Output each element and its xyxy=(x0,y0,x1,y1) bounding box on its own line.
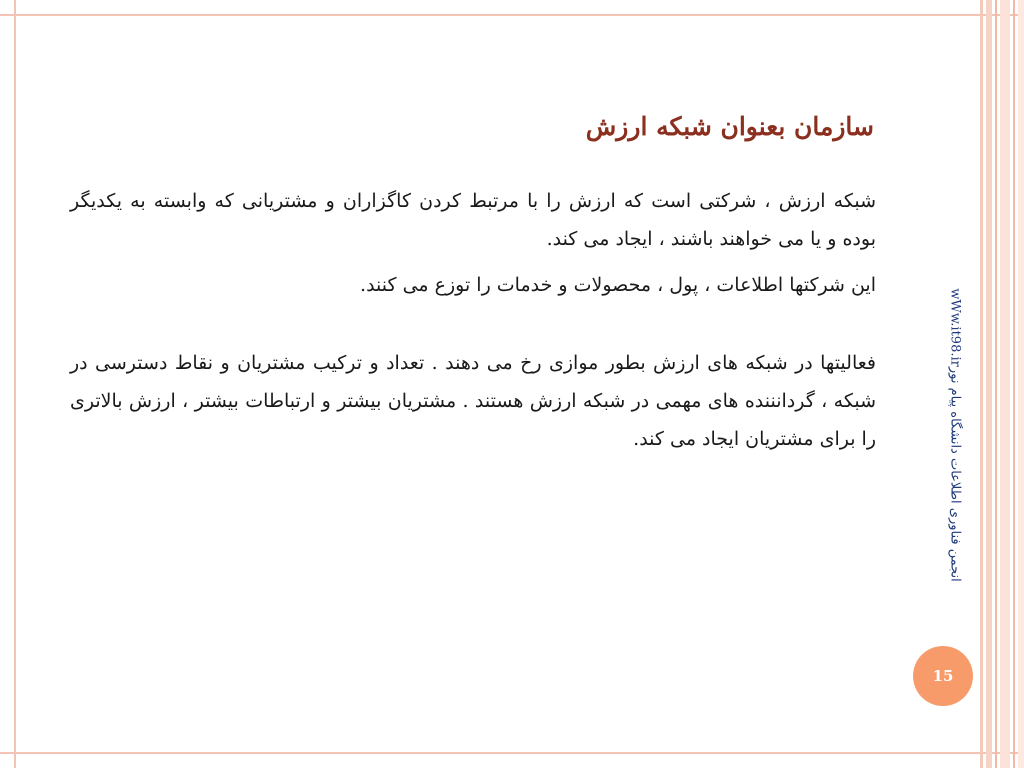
decorative-stripe xyxy=(1018,0,1024,768)
slide-title: سازمان بعنوان شبکه ارزش xyxy=(585,112,874,141)
decorative-stripe xyxy=(995,0,997,768)
decorative-stripe xyxy=(1013,0,1015,768)
frame-left-line xyxy=(14,0,16,768)
page-number-badge xyxy=(913,646,973,706)
body-paragraph: فعالیتها در شبکه های ارزش بطور موازی رخ می دهند . تعداد و ترکیب مشتریان و نقاط دسترسی در شبکه ، گردانننده های مهمی در شبکه ارزش هستند . مشتریان بیشتر و ارتباطات بیشتر ، ارزش بالاتری را برای مشتریان ایجاد می کند. xyxy=(70,352,876,450)
slide-body xyxy=(70,182,876,466)
body-paragraph: شبکه ارزش ، شرکتی است که ارزش را با مرتبط کردن کاگزاران و مشتریانی که وابسته به یکدیگر بوده و یا می خواهند باشند ، ایجاد می کند. xyxy=(70,190,876,250)
body-paragraph: این شرکتها اطلاعات ، پول ، محصولات و خدمات را توزع می کنند. xyxy=(360,274,876,296)
decorative-stripe xyxy=(1000,0,1010,768)
page-number: 15 xyxy=(932,667,954,685)
decorative-stripe xyxy=(980,0,983,768)
frame-bottom-line xyxy=(0,752,1024,754)
side-watermark-text xyxy=(935,270,975,600)
decorative-stripe xyxy=(986,0,992,768)
side-watermark-label: wWw.it98.irانجمن فناوری اطلاعات دانشگاه پیام نور xyxy=(947,288,963,582)
frame-top-line xyxy=(0,14,1024,16)
